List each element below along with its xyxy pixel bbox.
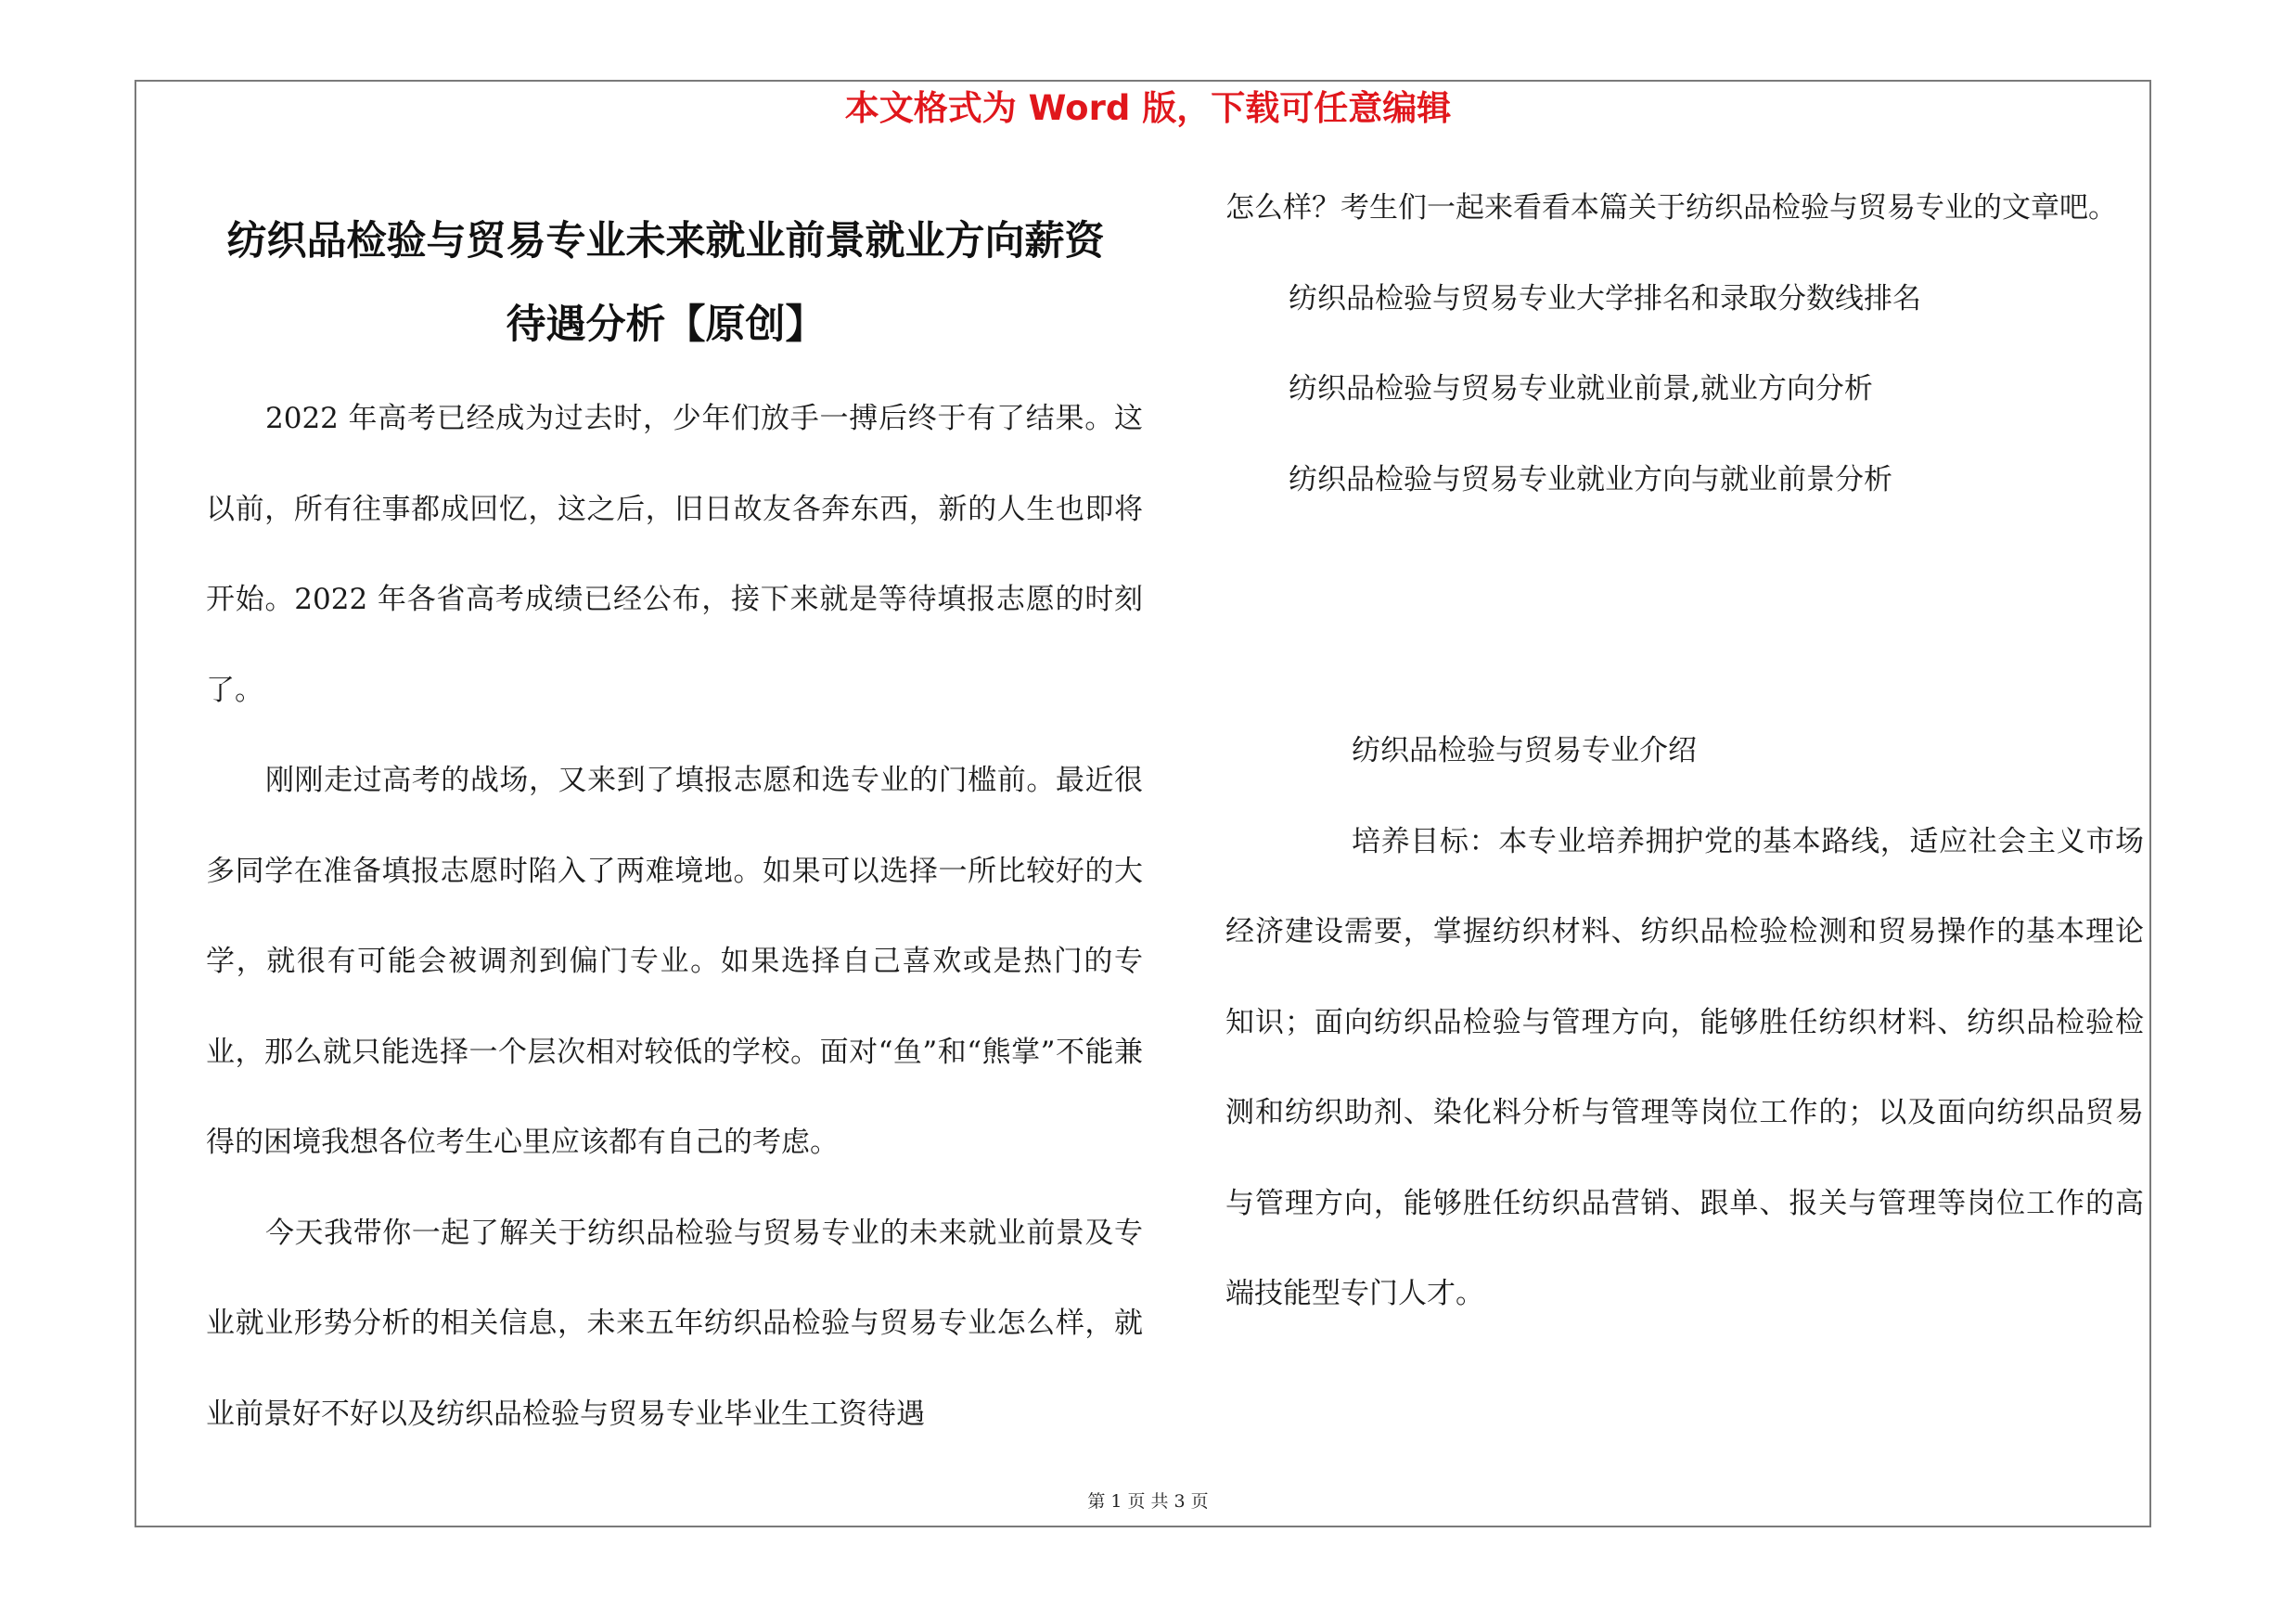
page-number-footer: 第 1 页 共 3 页 — [1087, 1491, 1209, 1512]
left-column — [206, 374, 1143, 1460]
paragraph-continuation: 怎么样？考生们一起来看看本篇关于纺织品检验与贸易专业的文章吧。 — [1225, 191, 2117, 225]
related-link-prospects[interactable]: 纺织品检验与贸易专业就业前景,就业方向分析 — [1289, 372, 1873, 406]
document-title — [162, 200, 1169, 367]
word-format-banner: 本文格式为 Word 版，下载可任意编辑 — [844, 88, 1452, 128]
title-line-1: 纺织品检验与贸易专业未来就业前景就业方向薪资 — [226, 218, 1105, 264]
title-line-2: 待遇分析【原创】 — [506, 302, 826, 348]
paragraph-choose-major: 刚刚走过高考的战场，又来到了填报志愿和选专业的门槛前。最近很多同学在准备填报志愿时陷入了两难境地。如果可以选择一所比较好的大学，就很有可能会被调剂到偏门专业。如果选择自己喜欢或是热门的专业，那么就只能选择一个层次相对较低的学校。面对“鱼”和“熊掌”不能兼得的困境我想各位考生心里应该都有自己的考虑。 — [206, 764, 1143, 1159]
paragraph-gaokao-results: 2022 年高考已经成为过去时，少年们放手一搏后终于有了结果。这以前，所有往事都成回忆，这之后，旧日故友各奔东西，新的人生也即将开始。2022 年各省高考成绩已经公布，接下来就是等待填报志愿的时刻了。 — [206, 402, 1143, 707]
paragraph-training-goal: 培养目标：本专业培养拥护党的基本路线，适应社会主义市场经济建设需要，掌握纺织材料、纺织品检验检测和贸易操作的基本理论知识；面向纺织品检验与管理方向，能够胜任纺织材料、纺织品检验检测和纺织助剂、染化料分析与管理等岗位工作的；以及面向纺织品贸易与管理方向，能够胜任纺织品营销、跟单、报关与管理等岗位工作的高端技能型专门人才。 — [1225, 824, 2144, 1310]
related-link-ranking[interactable]: 纺织品检验与贸易专业大学排名和录取分数线排名 — [1289, 281, 1921, 316]
right-column — [1225, 163, 2144, 1340]
paragraph-article-intro: 今天我带你一起了解关于纺织品检验与贸易专业的未来就业前景及专业就业形势分析的相关信息，未来五年纺织品检验与贸易专业怎么样，就业前景好不好以及纺织品检验与贸易专业毕业生工资待遇 — [206, 1216, 1143, 1431]
section-heading-major-intro: 纺织品检验与贸易专业介绍 — [1352, 734, 1697, 767]
related-link-direction[interactable]: 纺织品检验与贸易专业就业方向与就业前景分析 — [1289, 462, 1892, 496]
